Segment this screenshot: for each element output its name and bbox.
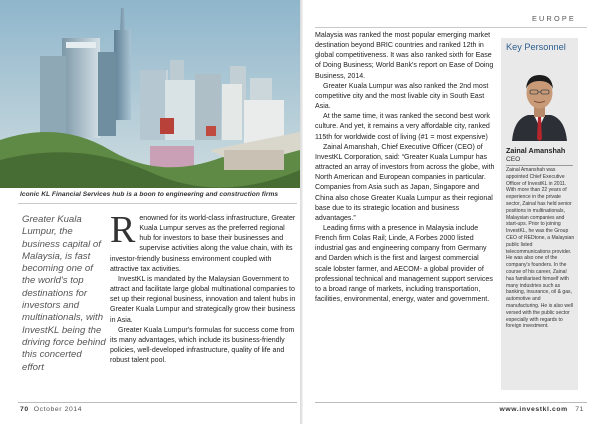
person-bio: Zainal Amanshah was appointed Chief Executive Officer of InvestKL in 2011. With more than 22 years of experience in the private sector, Zainal has held senior positions in multinationals, Malaysian companies and start-ups. Prior to joining InvestKL, he was the Group CEO of REDtone, a Malaysian public listed telecommunications provider. He was also one of the company's founders. In the course of his career, Zainal has familiarised himself with many industries such as banking, insurance, oil & gas, automotive and manufacturing. He is also well versed with the public sector especially with regards to foreign investment. (506, 167, 575, 330)
right-page-footer (499, 406, 584, 413)
website-url: www.investkl.com (499, 406, 568, 413)
person-name: Zainal Amanshah (506, 146, 566, 155)
key-personnel-sidebar (501, 38, 578, 390)
article-paragraph: InvestKL is mandated by the Malaysian Government to attract and facilitate large global multinational companies to set up their regional business, innovation and talent hubs in Greater Kuala Lumpur and strategically grow their business in Asia. (110, 275, 296, 324)
article-paragraph: Malaysia was ranked the most popular emerging market destination beyond BRIC countries and ranked 12th in global competitiveness. It was also ranked sixth for Ease of Doing Business; World Bank's report on Ease of Doing Business, 2014. (315, 32, 494, 80)
left-page-footer (20, 406, 82, 413)
divider (18, 203, 297, 204)
divider (315, 27, 587, 28)
footer-rule (315, 402, 587, 403)
right-page (303, 0, 600, 424)
issue-date: October 2014 (33, 406, 83, 413)
pull-quote: Greater Kuala Lumpur, the business capital of Malaysia, is fast becoming one of the world's top destinations for investors and multinationals, with InvestKL being the driving force behind this concerted effort (22, 214, 106, 373)
ceo-portrait (506, 61, 573, 141)
article-paragraph: Leading firms with a presence in Malaysia include French firm Colas Rail; Linde, A Forbes 2000 listed industrial gas and engineering company from Germany and Darden which is the first and largest commercial scale lobster farmer, and AECOM- a global provider of professional technical and management support services to a broad range of markets, including transportation, facilities, environmental, energy, water and government. (315, 224, 493, 304)
article-paragraph: Greater Kuala Lumpur was also ranked the 2nd most competitive city and the most livable city in South East Asia. (315, 82, 489, 111)
sidebar-title: Key Personnel (506, 42, 566, 52)
page-number: 70 (20, 406, 29, 413)
section-label: EUROPE (531, 14, 576, 23)
article-paragraph: At the same time, it was ranked the second best work culture. And yet, it remains a very affordable city, ranked 115th for worldwide cost of living (#1 = most expensive) (315, 113, 490, 141)
article-body-right (315, 31, 497, 305)
footer-rule (18, 402, 297, 403)
person-role: CEO (506, 156, 521, 163)
article-paragraph: Greater Kuala Lumpur's formulas for success come from its many advantages, which include its business-friendly policies, well-developed infrastructure, quality of life and robust talent pool. (110, 326, 295, 365)
kl-skyline-photo (0, 0, 300, 188)
article-paragraph: Zainal Amanshah, Chief Executive Officer (CEO) of InvestKL Corporation, said: “Greater Kuala Lumpur has attracted an array of investors from across the globe, with North American and European companies in particular. Companies from Asia such as Japan, Singapore and China also chose Greater Kuala Lumpur as their regional base due to its strategic location and business advantages.” (315, 143, 495, 222)
drop-cap: R (110, 209, 136, 251)
page-number: 71 (575, 406, 584, 413)
sidebar-divider (506, 165, 573, 166)
article-paragraph: Renowned for its world-class infrastructure, Greater Kuala Lumpur serves as the preferred regional hub for investors to base their businesses and supervise activities along the value chain, with its investor-friendly business environment coupled with attractive tax activities. (110, 209, 296, 273)
photo-caption: Iconic KL Financial Services hub is a boon to engineering and construction firms (20, 191, 279, 198)
article-body-left (110, 209, 298, 366)
